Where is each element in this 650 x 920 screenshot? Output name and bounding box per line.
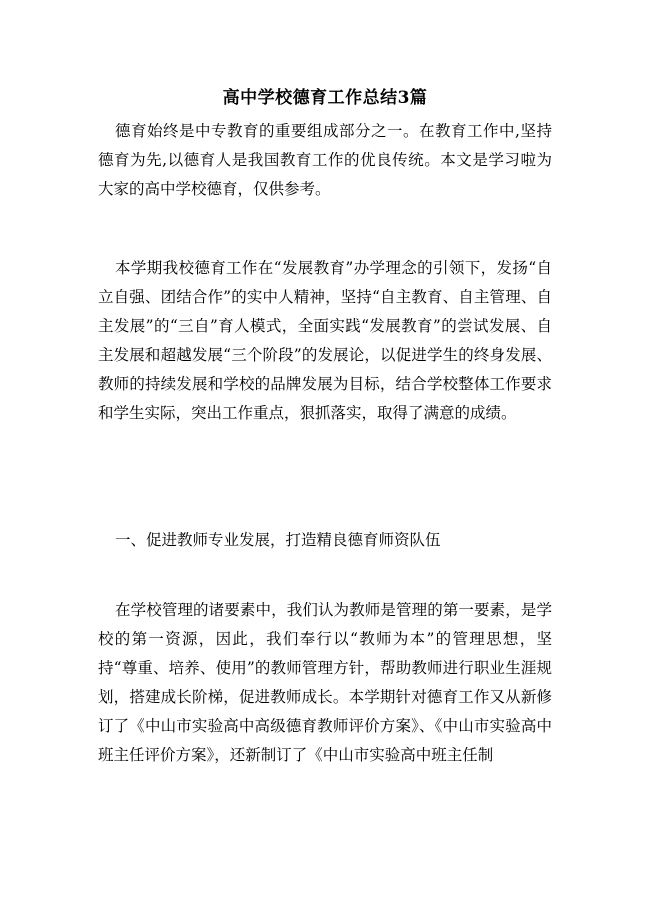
document-title: 高中学校德育工作总结3篇 xyxy=(222,88,428,108)
body-paragraph: 在学校管理的诸要素中，我们认为教师是管理的第一要素，是学校的第一资源，因此，我们奉行以“教师为本”的管理思想，坚持“尊重、培养、使用”的教师管理方针，帮助教师进行职业生涯规划，搭建成长阶梯，促进教师成长。本学期针对德育工作又从新修订了《中山市实验高中高级德育教师评价方案》、《中山市实验高中班主任评价方案》，还新制订了《中山市实验高中班主任制 xyxy=(98,601,552,764)
body-paragraph: 本学期我校德育工作在“发展教育”办学理念的引领下，发扬“自立自强、团结合作”的实中人精神，坚持“自主教育、自主管理、自主发展”的“三自”育人模式，全面实践“发展教育”的尝试发展、自主发展和超越发展“三个阶段”的发展论，以促进学生的终身发展、教师的持续发展和学校的品牌发展为目标，结合学校整体工作要求和学生实际，突出工作重点，狠抓落实，取得了满意的成绩。 xyxy=(98,259,552,422)
section-heading: 一、促进教师专业发展，打造精良德育师资队伍 xyxy=(115,531,441,549)
intro-paragraph: 德育始终是中专教育的重要组成部分之一。在教育工作中,坚持德育为先,以德育人是我国教育工作的优良传统。本文是学习啦为大家的高中学校德育，仅供参考。 xyxy=(98,122,552,198)
